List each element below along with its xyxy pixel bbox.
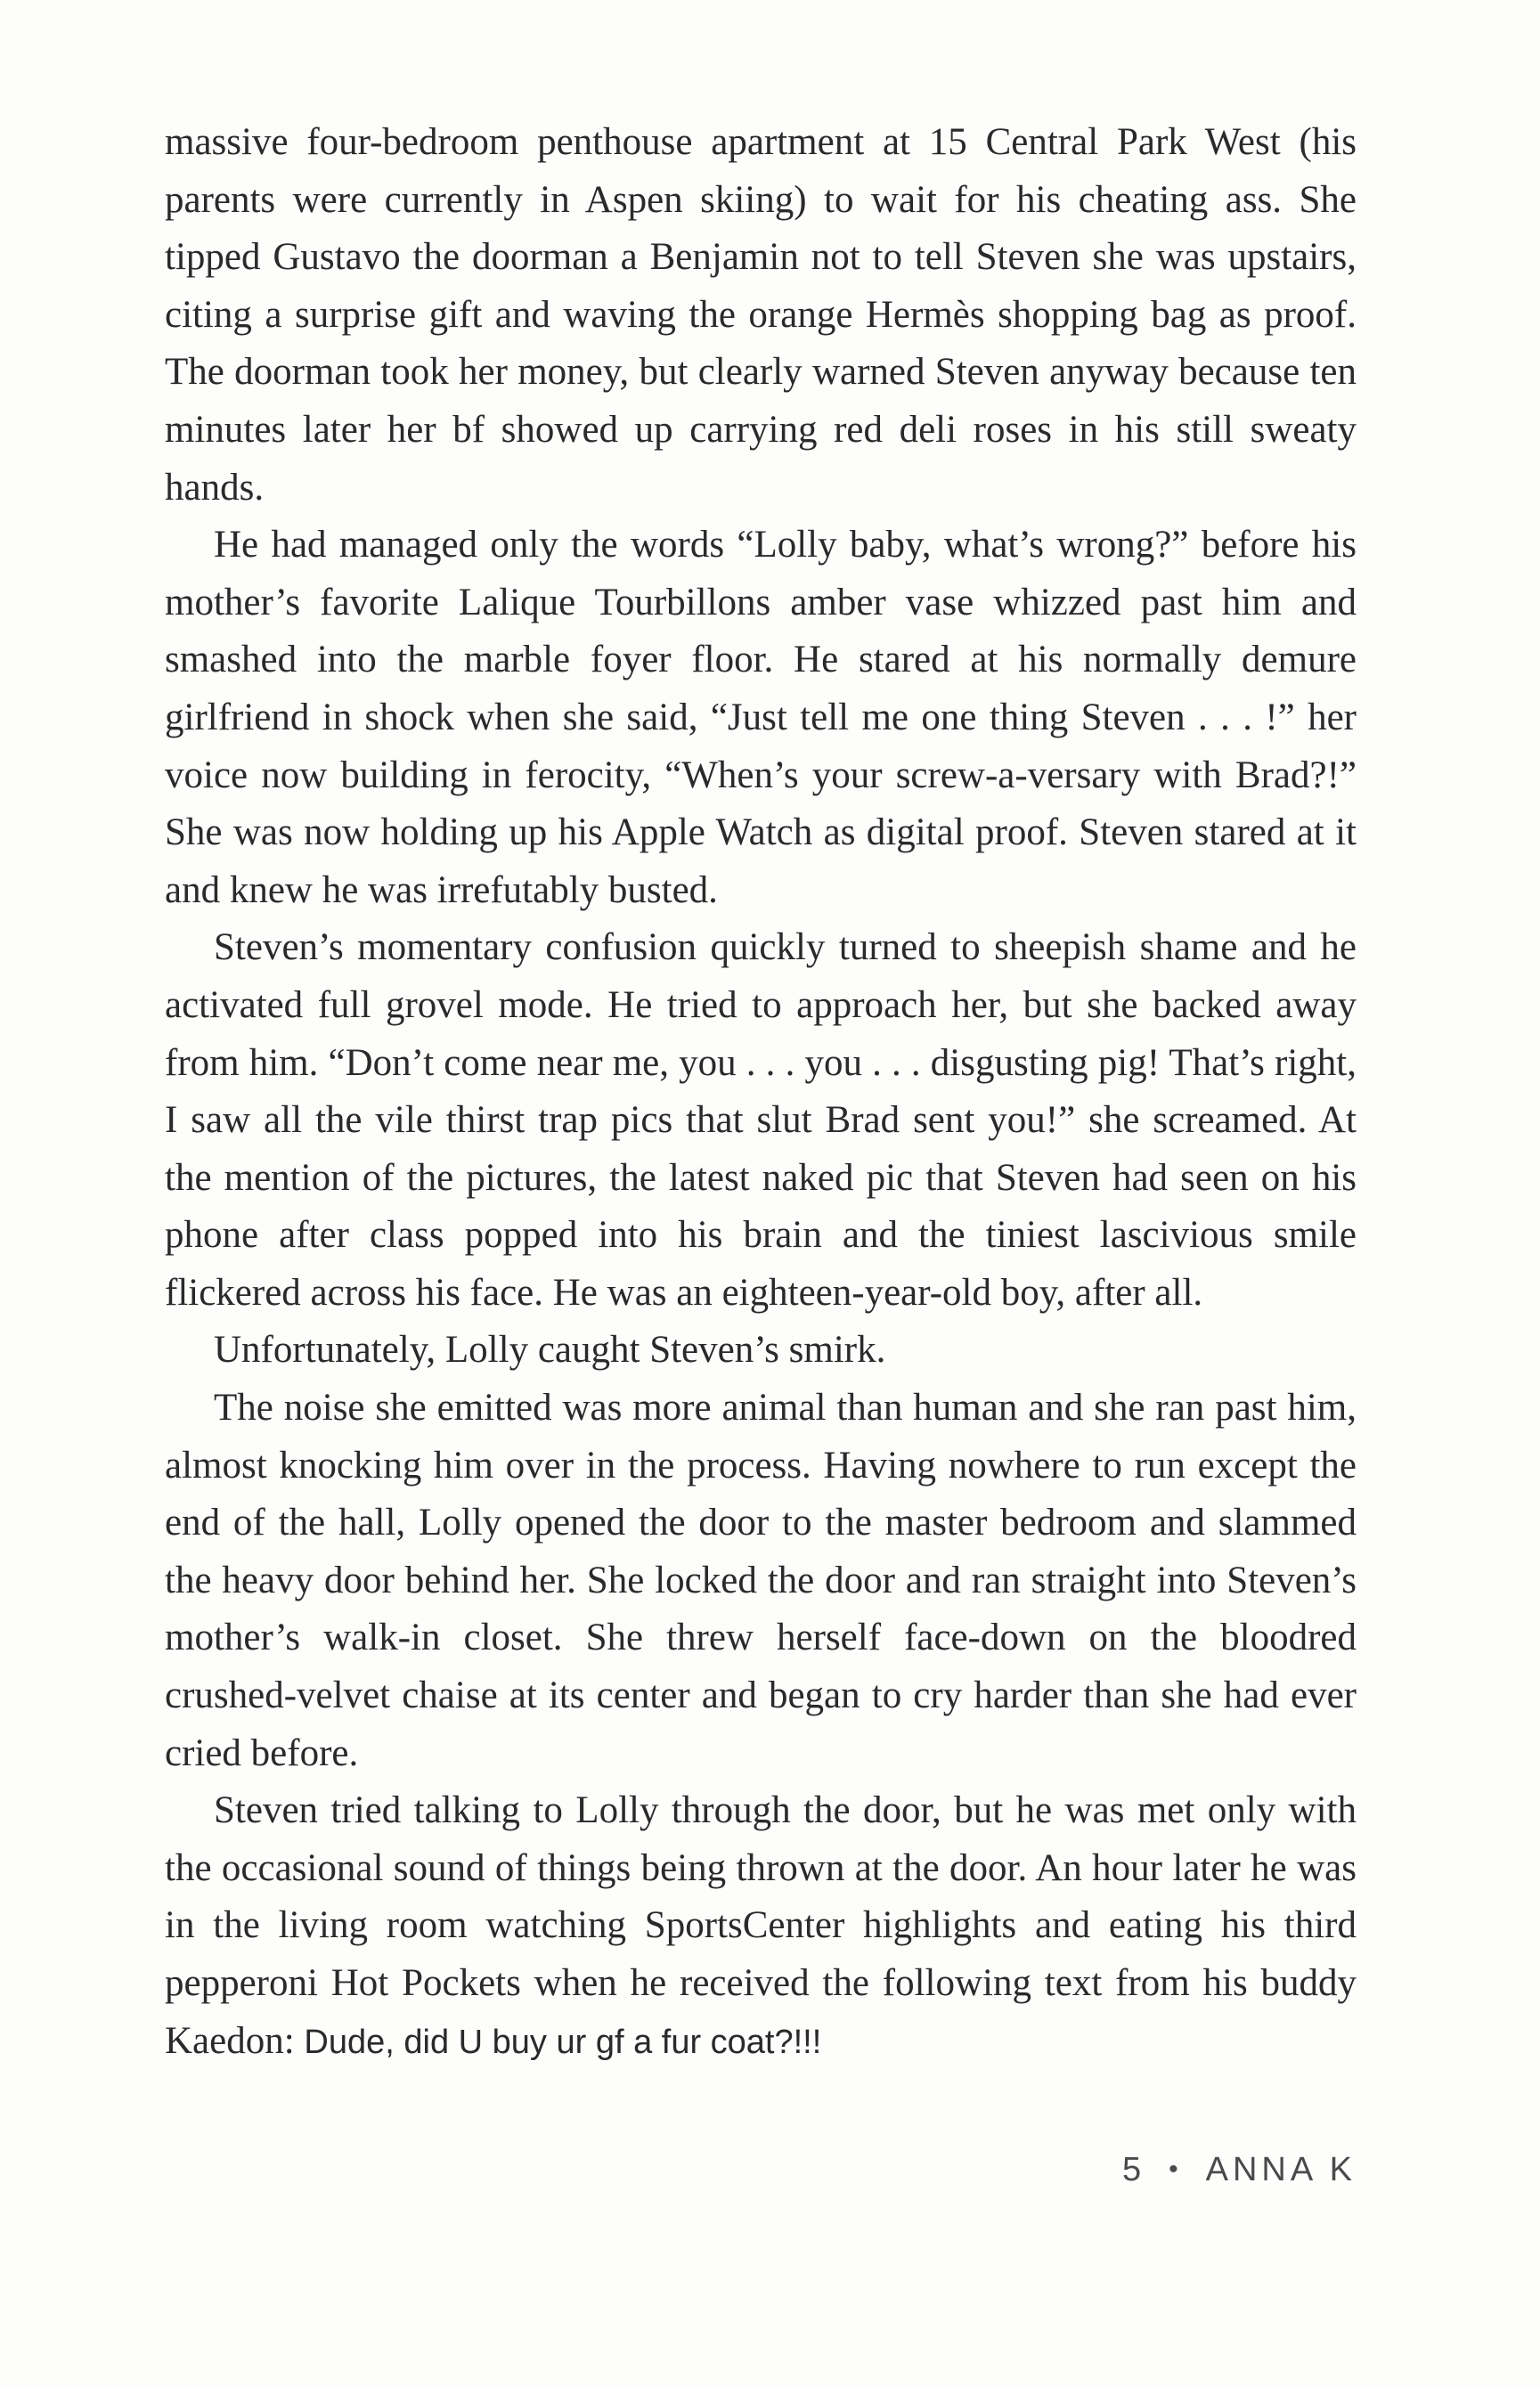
- page-footer: [1122, 2151, 1357, 2189]
- paragraph-6: [165, 1782, 1357, 2071]
- paragraph-1: massive four-bedroom penthouse apartment at 15 Central Park West (his parents were currently in Aspen skiing) to wait for his cheating ass. She tipped Gustavo the doorman a Benjamin not to tell Steven she was upstairs, citing a surprise gift and waving the orange Hermès shopping bag as proof. The doorman took her money, but clearly warned Steven anyway because ten minutes later her bf showed up carrying red deli roses in his still sweaty hands.: [165, 121, 1357, 509]
- running-title: ANNA K: [1205, 2151, 1357, 2188]
- footer-separator: •: [1169, 2155, 1183, 2184]
- paragraph-5: The noise she emitted was more animal than human and she ran past him, almost knocking him over in the process. Having nowhere to run except the end of the hall, Lolly opened the door to the master bedroom and slammed the heavy door behind her. She locked the door and ran straight into Steven’s mother’s walk-in closet. She threw herself face-down on the bloodred crushed-velvet chaise at its center and began to cry harder than she had ever cried before.: [165, 1387, 1357, 1774]
- paragraph-2: He had managed only the words “Lolly baby, what’s wrong?” before his mother’s favorite Lalique Tourbillons amber vase whizzed past him and smashed into the marble foyer floor. He stared at his normally demure girlfriend in shock when she said, “Just tell me one thing Steven . . . !” her voice now building in ferocity, “When’s your screw-a-versary with Brad?!” She was now holding up his Apple Watch as digital proof. Steven stared at it and knew he was irrefutably busted.: [165, 524, 1357, 911]
- paragraph-3: Steven’s momentary confusion quickly turned to sheepish shame and he activated full grovel mode. He tried to approach her, but she backed away from him. “Don’t come near me, you . . . you . . . disgusting pig! That’s right, I saw all the vile thirst trap pics that slut Brad sent you!” she screamed. At the mention of the pictures, the latest naked pic that Steven had seen on his phone after class popped into his brain and the tiniest lascivious smile flickered across his face. He was an eighteen-year-old boy, after all.: [165, 926, 1357, 1314]
- text-message: Dude, did U buy ur gf a fur coat?!!!: [304, 2023, 822, 2061]
- paragraph-6-text: Steven tried talking to Lolly through the door, but he was met only with the occasional sound of things being thrown at the door. An hour later he was in the living room watching SportsCenter highlights and eating his third pepperoni Hot Pockets when he received the following text from his buddy Kaedon:: [165, 1789, 1357, 2062]
- body-text: [165, 114, 1357, 2071]
- page-number: 5: [1121, 2151, 1146, 2188]
- paragraph-4: Unfortunately, Lolly caught Steven’s smirk.: [214, 1329, 886, 1372]
